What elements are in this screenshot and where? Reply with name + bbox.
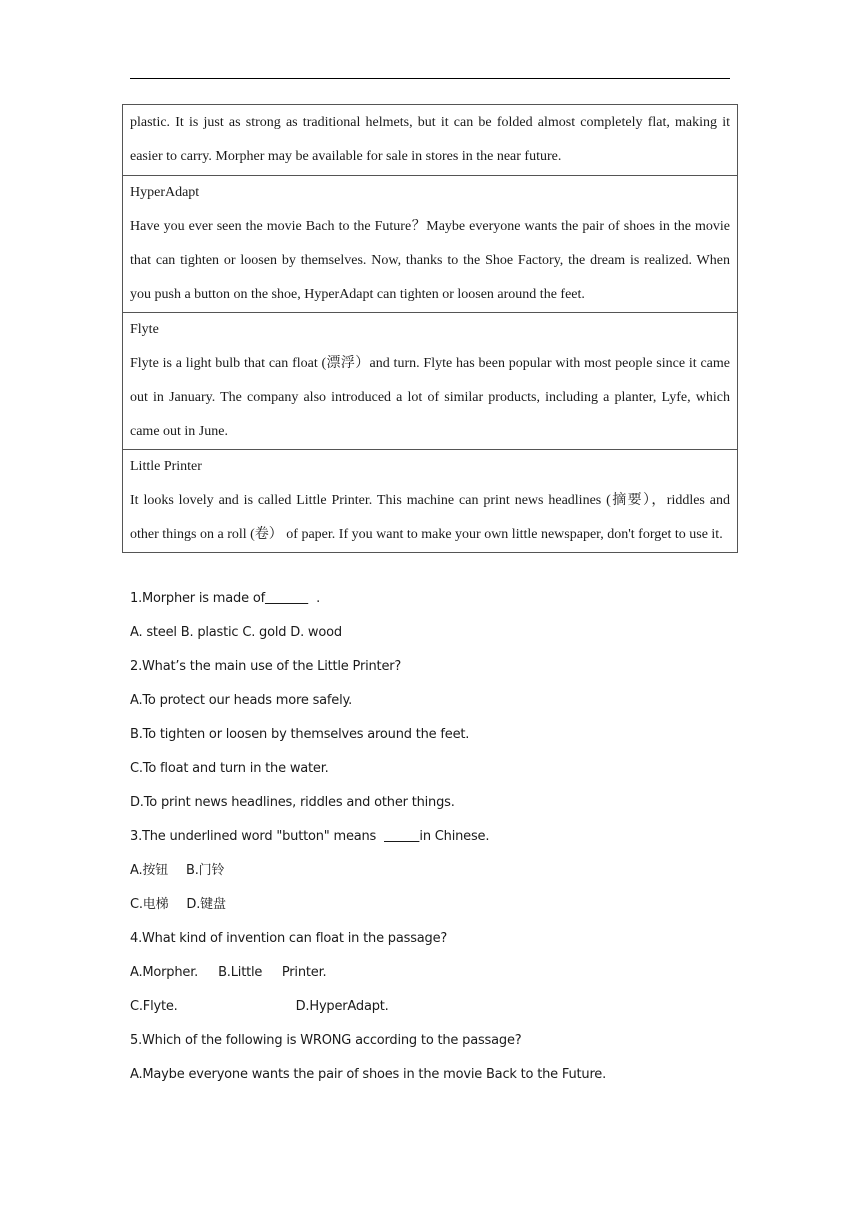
question-2-option-a: A.To protect our heads more safely. — [130, 693, 353, 708]
question-3-option-c: C.电梯 — [130, 897, 169, 912]
question-3-end: in Chinese. — [419, 829, 490, 844]
question-5-option-a: A.Maybe everyone wants the pair of shoes in the movie Back to the Future. — [130, 1067, 607, 1082]
question-2-stem: 2.What’s the main use of the Little Printer? — [130, 659, 402, 674]
flyte-cell — [123, 313, 738, 450]
question-3-blank — [384, 822, 419, 852]
question-4-options-cd — [130, 992, 740, 1026]
question-3-option-a: A.按钮 — [130, 863, 168, 878]
question-4-option-b: B.Little Printer. — [218, 965, 327, 980]
question-1-end: . — [308, 591, 321, 606]
hyperadapt-cell — [123, 176, 738, 313]
question-3-option-d: D.键盘 — [186, 897, 226, 912]
question-2-option-c: C.To float and turn in the water. — [130, 761, 329, 776]
question-2-option-b: B.To tighten or loosen by themselves around the feet. — [130, 727, 470, 742]
flyte-text: Flyte is a light bulb that can float (漂浮）and turn. Flyte has been popular with most people since it came out in January. The company also introduced a lot of similar products, including a planter, Lyfe, which came out in June. — [130, 356, 730, 439]
flyte-title: Flyte — [130, 322, 159, 337]
question-3-stem: 3.The underlined word "button" means — [130, 829, 384, 844]
hyperadapt-text: Have you ever seen the movie Bach to the Future？Maybe everyone wants the pair of shoes in the movie that can tighten or loosen by themselves. Now, thanks to the Shoe Factory, the dream is realized. When you push a button on the shoe, HyperAdapt can tighten or loosen around the feet. — [130, 219, 730, 302]
little-printer-row — [123, 450, 738, 553]
little-printer-title: Little Printer — [130, 459, 202, 474]
hyperadapt-title: HyperAdapt — [130, 185, 200, 200]
question-1-blank — [265, 584, 308, 614]
question-4-option-a: A.Morpher. — [130, 965, 199, 980]
question-3-options-ab — [130, 856, 740, 890]
question-4-option-d: D.HyperAdapt. — [295, 999, 389, 1014]
question-3-option-b: B.门铃 — [186, 863, 225, 878]
question-4-stem: 4.What kind of invention can float in the passage? — [130, 931, 448, 946]
little-printer-text: It looks lovely and is called Little Printer. This machine can print news headlines (摘要），riddles and other things on a roll (卷） of paper. If you want to make your own little newspaper, don't forget to use it. — [130, 493, 730, 542]
flyte-row — [123, 313, 738, 450]
morpher-row — [123, 105, 738, 176]
question-1 — [130, 584, 740, 618]
morpher-text: plastic. It is just as strong as traditional helmets, but it can be folded almost completely flat, making it easier to carry. Morpher may be available for sale in stores in the near future. — [123, 105, 738, 176]
question-1-stem: 1.Morpher is made of — [130, 591, 265, 606]
header-rule — [130, 78, 730, 79]
question-2-option-d: D.To print news headlines, riddles and other things. — [130, 795, 455, 810]
question-5-stem: 5.Which of the following is WRONG according to the passage? — [130, 1033, 522, 1048]
question-1-options: A. steel B. plastic C. gold D. wood — [130, 625, 342, 640]
question-4-options-ab — [130, 958, 740, 992]
question-4-option-c: C.Flyte. — [130, 999, 178, 1014]
little-printer-cell — [123, 450, 738, 553]
hyperadapt-row — [123, 176, 738, 313]
question-3-options-cd — [130, 890, 740, 924]
questions-section — [130, 584, 740, 1094]
passage-table — [122, 104, 738, 553]
question-3 — [130, 822, 740, 856]
